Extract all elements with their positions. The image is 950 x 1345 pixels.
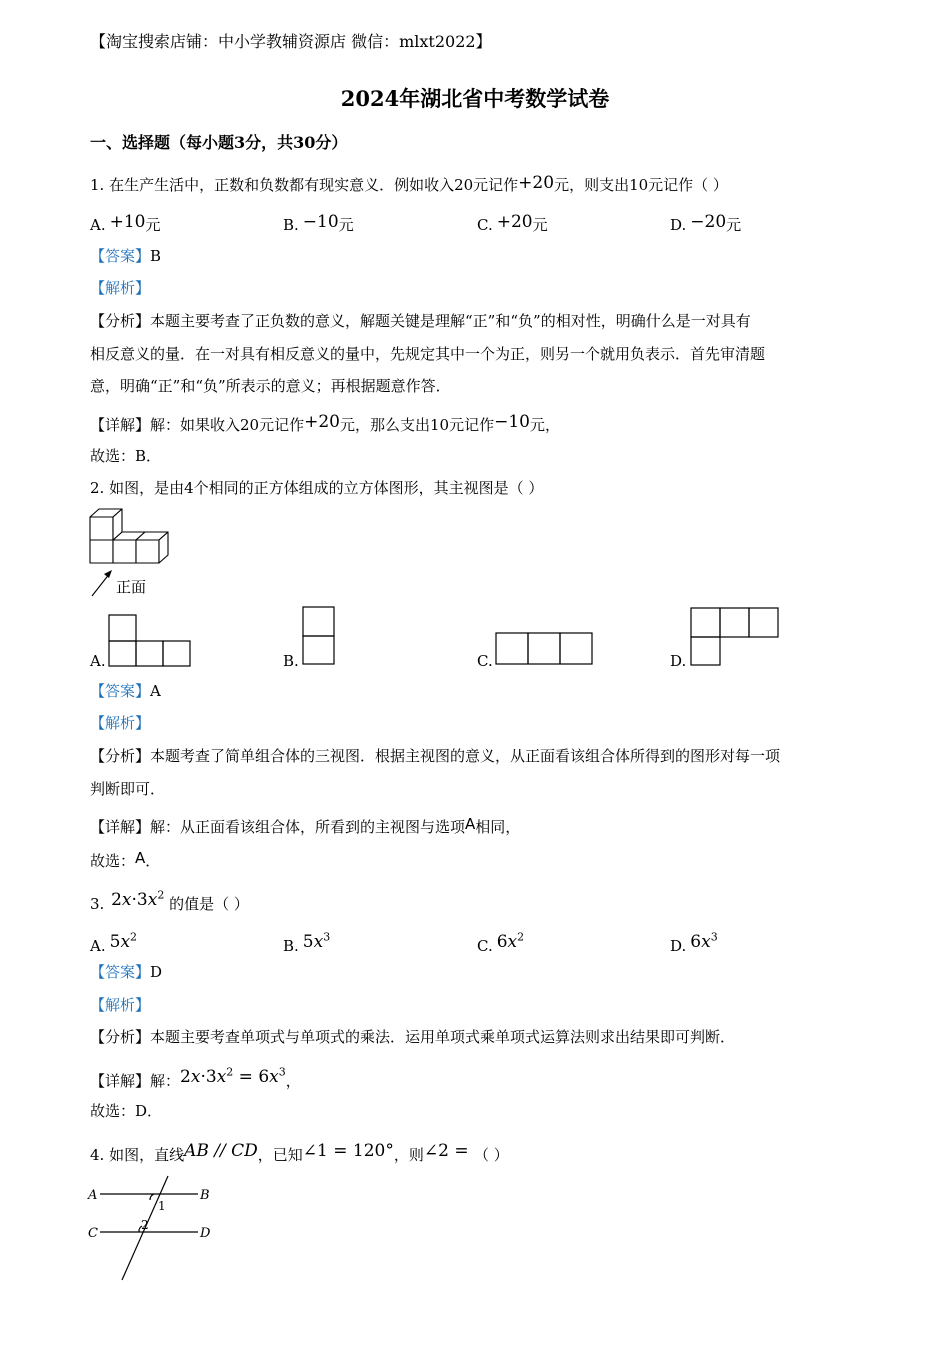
answer-value: A	[150, 682, 161, 700]
detail-text: 解：从正面看该组合体，所看到的主视图与选项	[150, 818, 466, 836]
option-math: −20	[690, 212, 727, 232]
option-coef: 6	[690, 932, 702, 952]
q2-option-a-label: A.	[90, 652, 106, 670]
q4-stem-text: 4. 如图，直线	[90, 1146, 185, 1164]
q1-stem-text-a: 1. 在生产生活中，正数和负数都有现实意义．例如收入20元记作	[90, 176, 519, 194]
option-unit: 元	[726, 216, 742, 234]
point-c-label: C	[88, 1226, 98, 1241]
q4-stem-text: （ ）	[473, 1146, 509, 1164]
detail-math: +20	[304, 412, 340, 432]
q1-option-a	[90, 212, 161, 235]
q3-analysis-tag: 【解析】	[90, 996, 151, 1014]
q2-option-c-figure	[495, 632, 594, 666]
q1-fenxi-line-2: 相反意义的量．在一对具有相反意义的量中，先规定其中一个为正，则另一个就用负表示．首先审清题	[90, 345, 766, 363]
option-label: B.	[283, 216, 299, 234]
option-exp: 2	[130, 930, 138, 944]
option-label: C.	[477, 216, 493, 234]
point-d-label: D	[200, 1226, 211, 1241]
q1-option-d	[670, 212, 741, 235]
detail-tag: 【详解】	[90, 1072, 151, 1090]
option-math: +10	[109, 212, 146, 232]
option-label: A.	[90, 216, 106, 234]
option-unit: 元	[532, 216, 548, 234]
q2-answer	[90, 681, 161, 701]
option-var: x	[507, 932, 518, 952]
option-label: B.	[283, 937, 299, 955]
option-label: D.	[670, 937, 687, 955]
answer-tag: 【答案】	[90, 247, 151, 265]
option-unit: 元	[338, 216, 354, 234]
detail-text: 解：如果收入20元记作	[150, 416, 305, 434]
q3-option-c	[477, 932, 524, 956]
q4-angle1-expression: ∠1 = 120°	[302, 1141, 394, 1161]
section-heading: 一、选择题（每小题3分，共30分）	[90, 133, 348, 152]
point-b-label: B	[200, 1188, 210, 1203]
detail-text: 元，那么支出10元记作	[340, 416, 495, 434]
detail-math: −10	[494, 412, 530, 432]
q2-detail	[90, 814, 520, 837]
detail-tag: 【详解】	[90, 818, 151, 836]
option-label: C.	[477, 937, 493, 955]
option-coef: 6	[496, 932, 508, 952]
q1-answer	[90, 246, 161, 266]
q3-option-d	[670, 932, 718, 956]
option-math: +20	[496, 212, 533, 232]
fenxi-text: 本题考查了简单组合体的三视图．根据主视图的意义，从正面看该组合体所得到的图形对每一项	[150, 747, 781, 765]
q3-detail-expression: $2x\cdot 3x^2 = 6x^3$	[180, 1065, 286, 1087]
angle-2-label: 2	[141, 1218, 149, 1232]
q4-parallel-expression: AB // CD	[184, 1141, 258, 1161]
q2-fenxi-line-1	[90, 746, 780, 766]
detail-tag: 【详解】	[90, 416, 151, 434]
q2-analysis-tag: 【解析】	[90, 714, 151, 732]
option-label: A.	[90, 937, 106, 955]
detail-text: 解：	[150, 1072, 181, 1090]
angle-1-label: 1	[158, 1199, 166, 1213]
fenxi-tag: 【分析】	[90, 747, 151, 765]
q1-option-b	[283, 212, 354, 235]
detail-text: ，	[285, 1072, 301, 1090]
conclusion-math: A	[135, 849, 146, 867]
q4-angle2-expression: ∠2 =	[423, 1141, 474, 1161]
option-exp: 2	[517, 930, 525, 944]
fenxi-text: 本题主要考查单项式与单项式的乘法．运用单项式乘单项式运算法则求出结果即可判断．	[150, 1028, 736, 1046]
q1-fenxi-line-3: 意，明确“正”和“负”所表示的意义；再根据题意作答．	[90, 377, 451, 395]
option-coef: 5	[302, 932, 314, 952]
q2-option-b-label: B.	[283, 652, 299, 670]
detail-math: A	[465, 815, 476, 833]
q4-stem-text: ，则	[393, 1146, 424, 1164]
q3-conclusion: 故选：D．	[90, 1102, 163, 1120]
option-coef: 5	[109, 932, 121, 952]
q3-option-a	[90, 932, 137, 956]
option-math: −10	[302, 212, 339, 232]
q2-fenxi-line-2: 判断即可．	[90, 780, 166, 798]
option-label: D.	[670, 216, 687, 234]
option-var: x	[120, 932, 131, 952]
conclusion-text: ．	[145, 852, 161, 870]
q2-option-c-label: C.	[477, 652, 493, 670]
answer-tag: 【答案】	[90, 682, 151, 700]
answer-value: B	[150, 247, 162, 265]
q4-stem	[90, 1141, 509, 1165]
option-var: x	[313, 932, 324, 952]
q1-option-c	[477, 212, 548, 235]
option-var: x	[701, 932, 711, 952]
page-title: 2024年湖北省中考数学试卷	[340, 86, 610, 111]
q1-stem	[90, 173, 728, 195]
option-unit: 元	[145, 216, 161, 234]
option-exp: 3	[323, 930, 331, 944]
detail-text: 元，	[529, 416, 560, 434]
q2-cube-figure	[88, 508, 183, 600]
q2-option-b-figure	[302, 606, 336, 666]
q1-detail	[90, 412, 560, 435]
fenxi-tag: 【分析】	[90, 1028, 151, 1046]
q4-parallel-lines-figure	[88, 1170, 218, 1285]
q4-stem-text: ，已知	[257, 1146, 303, 1164]
q2-stem: 2. 如图，是由4个相同的正方体组成的立方体图形，其主视图是（ ）	[90, 479, 544, 497]
answer-value: D	[150, 963, 163, 981]
q2-option-a-figure	[108, 614, 192, 668]
conclusion-text: 故选：	[90, 852, 136, 870]
q1-analysis-tag: 【解析】	[90, 279, 151, 297]
point-a-label: A	[88, 1188, 98, 1203]
q3-option-b	[283, 932, 330, 956]
q1-fenxi-line-1	[90, 311, 751, 331]
detail-text: 相同，	[475, 818, 521, 836]
option-exp: 3	[710, 930, 718, 944]
q2-option-d-label: D.	[670, 652, 687, 670]
q3-answer	[90, 962, 162, 982]
q2-conclusion	[90, 848, 160, 871]
q1-stem-text-b: 元，则支出10元记作（ ）	[554, 176, 728, 194]
q3-fenxi	[90, 1027, 735, 1047]
q3-stem	[90, 890, 249, 914]
q3-expression: $2x\cdot 3x^2$	[111, 888, 165, 910]
fenxi-tag: 【分析】	[90, 312, 151, 330]
q1-conclusion: 故选：B．	[90, 447, 162, 465]
q3-number: 3.	[90, 895, 105, 913]
header-ad: 【淘宝搜索店铺：中小学教辅资源店 微信：mlxt2022】	[90, 32, 492, 51]
fenxi-text: 本题主要考查了正负数的意义，解题关键是理解“正”和“负”的相对性，明确什么是一对具有	[150, 312, 751, 330]
q1-stem-math: +20	[518, 173, 555, 193]
answer-tag: 【答案】	[90, 963, 151, 981]
q3-stem-text: 的值是（ ）	[169, 895, 249, 913]
q3-detail	[90, 1067, 301, 1091]
q2-option-d-figure	[690, 607, 780, 667]
front-label: 正面	[116, 578, 147, 596]
